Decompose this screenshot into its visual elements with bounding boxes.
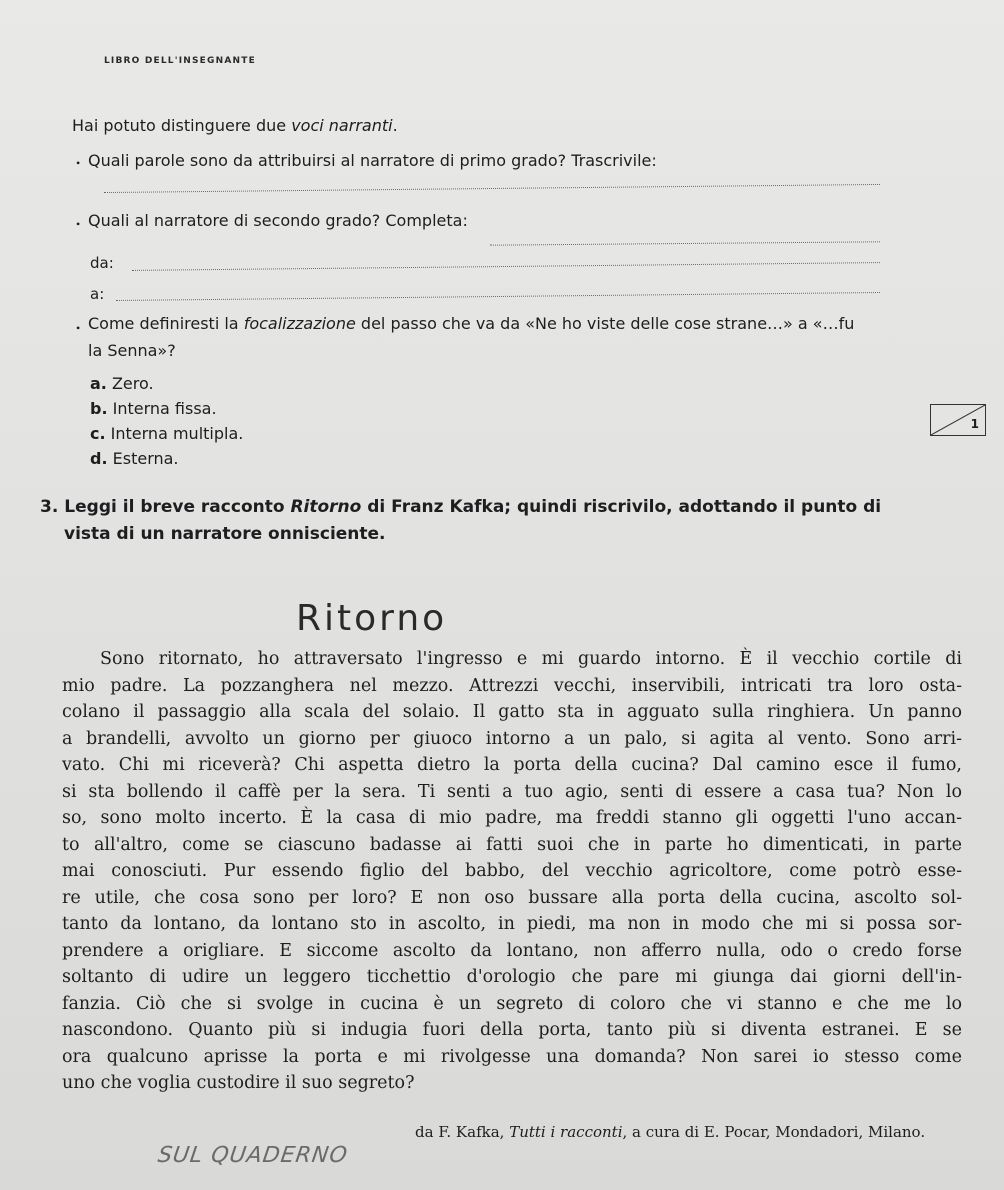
- story-line: Sono ritornato, ho attraversato l'ingresso e mi guardo intorno. È il vecchio cortile di: [100, 649, 962, 669]
- story-line: tanto da lontano, da lontano sto in ascolto, in piedi, ma non in modo che mi si possa sor-: [62, 914, 962, 934]
- from-label: da:: [90, 254, 114, 272]
- option-letter: c.: [90, 424, 106, 443]
- story-line: uno che voglia custodire il suo segreto?: [62, 1073, 415, 1093]
- score-value: 1: [970, 417, 979, 431]
- task-suffix: di Franz Kafka; quindi riscrivilo, adottando il punto di: [361, 497, 882, 517]
- answer-line-q2-continuation[interactable]: [490, 241, 880, 245]
- story-line: soltanto di udire un leggero ticchettio d'orologio che pare mi giunga dai giorni dell'in-: [62, 967, 962, 987]
- option-text: Esterna.: [112, 449, 179, 468]
- intro-text: [72, 116, 398, 135]
- source-prefix: da F. Kafka,: [415, 1123, 510, 1141]
- intro-prefix: Hai potuto distinguere due: [72, 116, 292, 135]
- source-suffix: , a cura di E. Pocar, Mondadori, Milano.: [622, 1123, 926, 1141]
- q3-suffix: del passo che va da «Ne ho viste delle cose strane…» a «…fu: [355, 314, 855, 333]
- story-line: colano il passaggio alla scala del solaio. Il gatto sta in agguato sulla ringhiera. Un panno: [62, 702, 962, 722]
- handwritten-note: SUL QUADERNO: [156, 1143, 350, 1168]
- task-number: 3.: [40, 497, 59, 517]
- answer-line-to[interactable]: [116, 292, 880, 301]
- bullet-icon: •: [76, 321, 81, 335]
- question-3-line-2: la Senna»?: [88, 341, 176, 360]
- story-line: fanzia. Ciò che si svolge in cucina è un segreto di coloro che vi stanno e che me lo: [62, 993, 962, 1014]
- story-line: mio padre. La pozzanghera nel mezzo. Attrezzi vecchi, inservibili, intricati tra loro osta-: [62, 675, 962, 696]
- score-box: [930, 404, 986, 436]
- intro-suffix: .: [392, 116, 398, 135]
- story-line: a brandelli, avvolto un giorno per giuoco intorno a un palo, si agita al vento. Sono arri-: [62, 728, 962, 749]
- bullet-icon: •: [76, 217, 81, 231]
- option-c[interactable]: [90, 424, 243, 443]
- story-line: nascondono. Quanto più si indugia fuori della porta, tanto più si diventa estranei. E se: [62, 1020, 962, 1040]
- option-letter: a.: [90, 374, 107, 393]
- question-2: Quali al narratore di secondo grado? Completa:: [88, 211, 468, 230]
- option-letter: b.: [90, 399, 108, 418]
- option-text: Interna multipla.: [110, 424, 244, 443]
- source-citation: [415, 1123, 925, 1141]
- q3-prefix: Come definiresti la: [88, 314, 244, 333]
- story-line: so, sono molto incerto. È la casa di mio padre, ma freddi stanno gli oggetti l'uno accan-: [62, 808, 962, 828]
- source-title: Tutti i racconti: [509, 1123, 623, 1141]
- story-line: ora qualcuno aprisse la porta e mi rivolgesse una domanda? Non sarei io stesso come: [62, 1046, 962, 1067]
- bullet-icon: •: [76, 156, 81, 170]
- story-line: prendere a origliare. E siccome ascolto da lontano, non afferro nulla, odo o credo forse: [62, 940, 962, 961]
- answer-line-q1[interactable]: [104, 184, 880, 193]
- task-3-instruction: [40, 494, 920, 548]
- option-d[interactable]: [90, 449, 179, 468]
- story-body: [62, 646, 962, 1097]
- q3-emphasis: focalizzazione: [243, 314, 356, 333]
- option-text: Interna fissa.: [112, 399, 217, 418]
- story-line: vato. Chi mi riceverà? Chi aspetta dietro la porta della cucina? Dal camino esce il fumo,: [62, 755, 962, 775]
- task-title-ref: Ritorno: [290, 497, 362, 517]
- to-label: a:: [90, 285, 105, 303]
- answer-line-from[interactable]: [132, 262, 880, 271]
- question-1: Quali parole sono da attribuirsi al narratore di primo grado? Trascrivile:: [88, 151, 657, 170]
- option-a[interactable]: [90, 374, 154, 393]
- task-line-2: vista di un narratore onnisciente.: [64, 524, 386, 544]
- story-line: to all'altro, come se ciascuno badasse ai fatti suoi che in parte ho dimenticati, in parte: [62, 834, 962, 855]
- task-prefix: Leggi il breve racconto: [64, 497, 291, 517]
- question-3-line-1: [88, 314, 854, 333]
- story-line: si sta bollendo il caffè per la sera. Ti senti a tuo agio, senti di essere a casa tua? Non lo: [62, 781, 962, 802]
- story-line: re utile, che cosa sono per loro? E non oso bussare alla porta della cucina, ascolto sol-: [62, 887, 962, 908]
- option-b[interactable]: [90, 399, 217, 418]
- option-text: Zero.: [111, 374, 154, 393]
- intro-emphasis: voci narranti: [291, 116, 393, 135]
- option-letter: d.: [90, 449, 108, 468]
- story-title: Ritorno: [296, 598, 448, 639]
- book-header-label: LIBRO DELL'INSEGNANTE: [104, 56, 256, 66]
- story-line: mai conosciuti. Pur essendo figlio del babbo, del vecchio agricoltore, come potrò esse-: [62, 861, 962, 881]
